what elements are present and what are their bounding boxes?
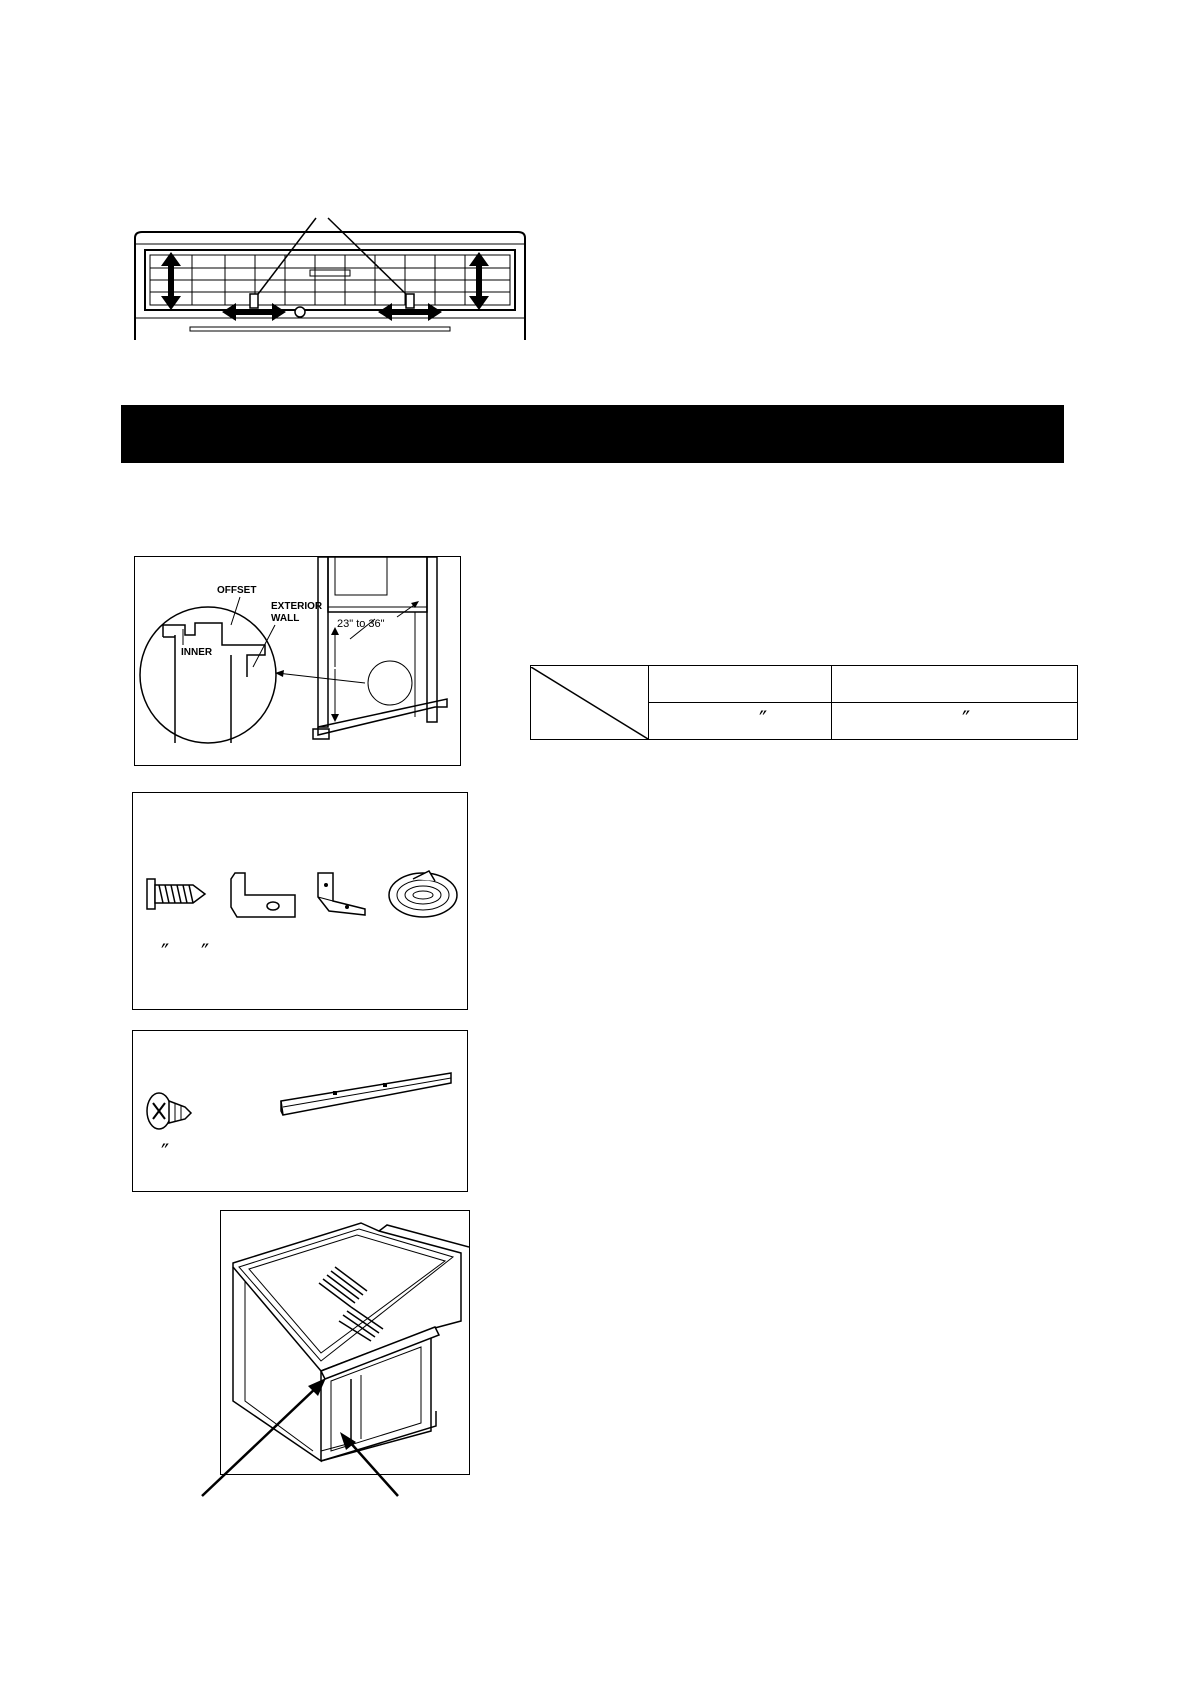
table-header-cell: [832, 666, 1078, 703]
section-header-bar: [121, 405, 1064, 463]
round-head-screw-icon: [147, 1093, 191, 1129]
inch-mark: ″: [161, 941, 170, 966]
louver-grille-figure: [130, 210, 530, 345]
wall-label: WALL: [271, 613, 300, 624]
offset-label: OFFSET: [217, 585, 257, 596]
cabinet-pointer-arrows: [200, 1360, 420, 1500]
angle-bracket-icon: [318, 873, 365, 915]
table-corner-cell: [531, 666, 649, 740]
window-size-table: [530, 665, 1078, 740]
hardware-parts-figure: [132, 792, 468, 1010]
bracket-clip-icon: [231, 873, 295, 917]
inch-mark: ″: [759, 708, 768, 733]
inner-label: INNER: [181, 647, 213, 658]
range-label: 23" to 36": [337, 618, 385, 630]
foam-seal-icon: [389, 871, 457, 917]
screw-icon: [147, 879, 205, 909]
inch-mark: ″: [201, 941, 210, 966]
table-header-cell: [649, 666, 832, 703]
inch-mark: ″: [161, 1141, 170, 1166]
screw-rail-figure: [132, 1030, 468, 1192]
table-value-cell: [832, 703, 1078, 740]
inch-mark: ″: [962, 708, 971, 733]
exterior-label: EXTERIOR: [271, 601, 323, 612]
side-rail-icon: [281, 1073, 451, 1115]
window-opening-figure: [134, 556, 461, 766]
table-value-cell: [649, 703, 832, 740]
